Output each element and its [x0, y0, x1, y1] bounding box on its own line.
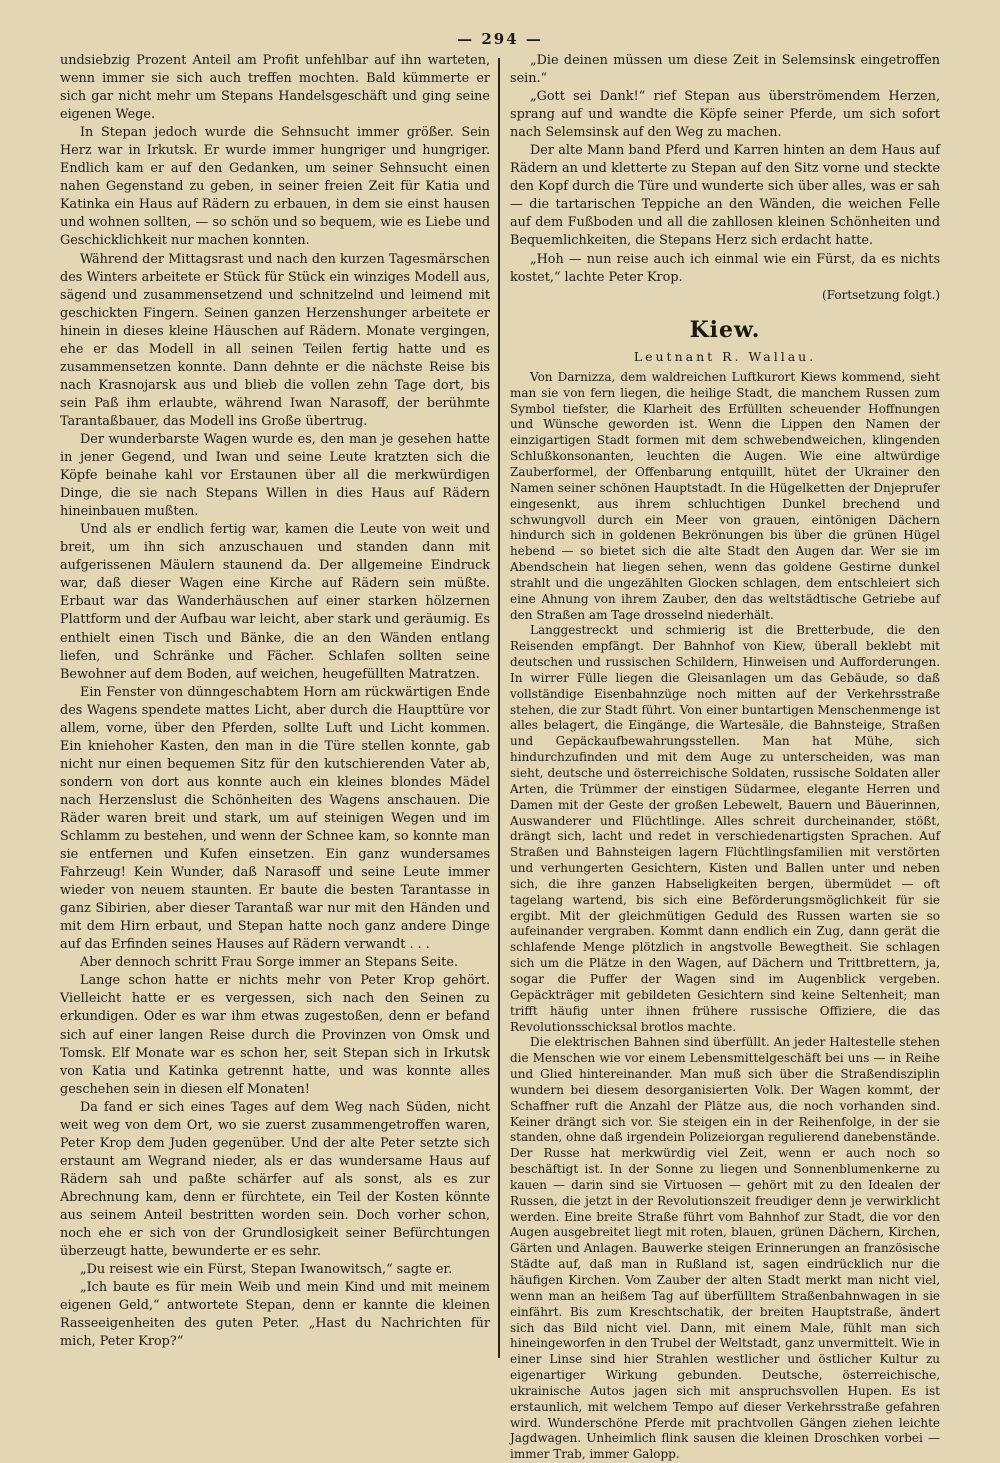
paragraph: Der alte Mann band Pferd und Karren hinten an dem Haus auf Rädern an und kletterte zu Stepan auf den Sitz vorne und steckte den Kopf durch die Türe und wunderte sich über alles, was er sah — die tartarischen Teppiche an den Wänden, die weichen Felle auf dem Fußboden und all die zahllosen kleinen Schönheiten und Bequemlichkeiten, die Stepans Herz sich erdacht hatte.: [510, 143, 941, 249]
paragraph: Von Darnizza, dem waldreichen Luftkurort Kiews kommend, sieht man sie von fern liegen, die heilige Stadt, die manchem Russen zum Symbol tiefster, die Klarheit des Erfüllten scheuender Hoffnungen und Wünsche geworden ist. Wenn die Lippen den Namen der einzigartigen Stadt formen mit dem schwebendweichen, klingenden Schlußkonsonanten, leuchten die Augen. Wie eine altwürdige Zauberformel, der Offenbarung entquillt, hütet der Ukrainer den Namen seiner schönen Hauptstadt. In die Hügelketten der Dnjeprufer eingesenkt, aus ihrem schluchtigen Dunkel brechend und schwungvoll durch ein Meer von grauen, eintönigen Dächern hindurch sich in goldenen Bekrönungen bis über die grünen Hügel hebend — so bietet sich die alte Stadt den Augen dar. Wer sie im Abendschein hat liegen sehen, wenn das goldene Gestirne dunkel strahlt und die ungezählten Glocken schlagen, dem entschleiert sich eine Ahnung von ihrem Zauber, den das weltstädtische Getriebe auf den Straßen am Tage drosselnd niederhält.: [510, 369, 941, 622]
left-column: [60, 52, 498, 1382]
paragraph: „Ich baute es für mein Weib und mein Kind und mit meinem eigenen Geld,“ antwortete Stepan, denn er kannte die kleinen Rasseeigenheiten des guten Peter. „Hast du Nachrichten für mich, Peter Krop?“: [60, 1280, 491, 1350]
article-title: Kiew.: [689, 316, 761, 343]
paragraph: Während der Mittagsrast und nach den kurzen Tagesmärschen des Winters arbeitete er Stück für Stück ein winziges Modell aus, sägend und zusammensetzend und schnitzelnd und leimend mit geschickten Fingern. Seinen ganzen Herzenshunger arbeitete er hinein in dieses kleine Häuschen auf Rädern. Monate vergingen, ehe er das Modell in all seinen Teilen fertig hatte und es zusammensetzen konnte. Dann dehnte er die nächste Reise bis nach Krasnojarsk aus und blieb die vollen zehn Tage dort, bis sein Paß ihm erlaubte, während Iwan Narasoff, der berühmte Tarantaßbauer, das Modell ins Große übertrug.: [60, 251, 491, 429]
paragraph: Ein Fenster von dünngeschabtem Horn am rückwärtigen Ende des Wagens spendete mattes Licht, aber durch die Haupttüre vor allem, vorne, über den Pferden, sollte Luft und Licht kommen. Ein kniehoher Kasten, den man in die Türe stellen konnte, gab nicht nur einen bequemen Sitz für den kutschierenden Vater ab, sondern von dort aus konnte auch ein kleines blondes Mädel nach Herzenslust die Schönheiten des Wagens anschauen. Die Räder waren breit und stark, um auf steinigen Wegen und im Schlamm zu bestehen, und wenn der Schnee kam, so konnte man sie entfernen und Kufen einsetzen. Ein ganz wundersames Fahrzeug! Kein Wunder, daß Narasoff und seine Leute immer wieder von neuem staunten. Er baute die besten Tarantasse in ganz Sibirien, aber dieser Tarantaß war nur mit den Händen und mit dem Hirn erbaut, und Stepan hatte noch ganz andere Dinge auf das Erfinden seines Hauses auf Rädern verwandt . . .: [60, 684, 491, 953]
paragraph: „Gott sei Dank!“ rief Stepan aus überströmendem Herzen, sprang auf und wandte die Köpfe seiner Pferde, um sich sofort nach Selemsinsk auf den Weg zu machen.: [510, 89, 941, 141]
article-author: Leutnant R. Wallau.: [633, 348, 817, 364]
paragraph: Langgestreckt und schmierig ist die Bretterbude, die den Reisenden empfängt. Der Bahnhof von Kiew, überall beklebt mit deutschen und russischen Schildern, Hinweisen und Aufforderungen. In wirrer Fülle liegen die Gleisanlagen um das Gebäude, so daß vollständige Eisenbahnzüge noch mitten auf der Verkehrsstraße stehen, die zur Stadt führt. Von einer buntartigen Menschenmenge ist alles belagert, die Eingänge, die Wartesäle, die Bahnsteige, Straßen und Gepäckaufbewahrungsstellen. Man hat Mühe, sich hindurchzufinden und mit dem Auge zu unterscheiden, was man sieht, deutsche und österreichische Soldaten, russische Soldaten aller Arten, die Trümmer der einstigen Südarmee, elegante Herren und Damen mit der Geste der großen Lebewelt, Bauern und Bäuerinnen, Auswanderer und Flüchtlinge. Alles schreit durcheinander, stößt, drängt sich, lacht und redet in verschiedenartigsten Sprachen. Auf Straßen und Bahnsteigen lagern Flüchtlingsfamilien mit verstörten und verhungerten Gesichtern, Kisten und Ballen unter und neben sich, die ihre ganzen Habseligkeiten bergen, übermüdet — oft tagelang wartend, bis sich eine Beförderungsmöglichkeit für sie ergibt. Mit der gleichmütigen Geduld des Russen warten sie so aufeinander vergraben. Kommt dann endlich ein Zug, dann gerät die schlafende Menge plötzlich in angstvolle Bewegtheit. Sie schlagen sich um die Plätze in den Wagen, auf Dächern und Trittbrettern, ja, sogar die Puffer der Wagen sind im Augenblick vergeben. Gepäckträger mit gebildeten Gesichtern sind keine Seltenheit; man trifft häufig unter ihnen frühere russische Offiziere, die das Revolutionsschicksal brotlos machte.: [510, 623, 941, 1034]
paragraph: In Stepan jedoch wurde die Sehnsucht immer größer. Sein Herz war in Irkutsk. Er wurde immer hungriger und hungriger. Endlich kam er auf den Gedanken, um seiner Sehnsucht einen nahen Gegenstand zu geben, in seiner freien Zeit für Katia und Katinka ein Haus auf Rädern zu erbauen, in dem sie einst hausen und wohnen sollten, — so schön und so bequem, wie es Liebe und Geschicklichkeit nur machen konnten.: [60, 125, 491, 249]
article-body: [510, 370, 940, 1463]
paragraph: „Die deinen müssen um diese Zeit in Selemsinsk eingetroffen sein.“: [510, 53, 941, 87]
continuation-note: (Fortsetzung folgt.): [822, 287, 941, 302]
paragraph: Lange schon hatte er nichts mehr von Peter Krop gehört. Vielleicht hatte er es vergessen, sich nach den Seinen zu erkundigen. Oder es war ihm etwas zugestoßen, denn er befand sich auf einer langen Reise durch die Provinzen von Omsk und Tomsk. Elf Monate war es schon her, seit Stepan sich in Irkutsk von Katia und Katinka getrennt hatte, und was konnte alles geschehen sein in diesen elf Monaten!: [60, 973, 491, 1097]
right-column: [500, 52, 941, 1462]
paragraph: Und als er endlich fertig war, kamen die Leute von weit und breit, um ihn sich anzuschauen und standen dann mit aufgerissenen Mäulern staunend da. Der allgemeine Eindruck war, daß dieser Wagen eine Kirche auf Rädern sein müßte. Erbaut war das Wanderhäuschen auf einer starken hölzernen Plattform und der Aufbau war leicht, aber stark und geräumig. Es enthielt einen Tisch und Bänke, die an den Wänden entlang liefen, und Schränke und Fächer. Schlafen sollten seine Bewohner auf dem Boden, auf weichen, heugefüllten Matratzen.: [60, 522, 491, 682]
paragraph: Die elektrischen Bahnen sind überfüllt. An jeder Haltestelle stehen die Menschen wie vor einem Lebensmittelgeschäft bei uns — in Reihe und Glied hintereinander. Man muß sich über die Straßendisziplin wundern bei diesem desorganisierten Volk. Der Wagen kommt, der Schaffner ruft die Anzahl der Plätze aus, die noch vorhanden sind. Keiner drängt sich vor. Sie steigen ein in der Reihenfolge, in der sie standen, ohne daß irgendein Polizeiorgan regulierend danebenstände. Der Russe hat merkwürdig viel Zeit, wenn er auch noch so beschäftigt ist. In der Sonne zu liegen und Sonnenblumenkerne zu kauen — darin sind sie Virtuosen — gehört mit zu den Idealen der Russen, die jetzt in der Revolutionszeit freudiger denn je verwirklicht werden. Eine breite Straße führt vom Bahnhof zur Stadt, die vor den Augen ausgebreitet liegt mit roten, blauen, grünen Dächern, Kirchen, Gärten und Anlagen. Bauwerke steigen Erinnerungen an französische Städte auf, daß man in Rußland ist, sagen eindrücklich nur die häufigen Kirchen. Vom Zauber der alten Stadt merkt man nicht viel, wenn man an heißem Tag auf überfülltem Straßenbahnwagen in sie einfährt. Bis zum Kreschtschatik, der breiten Hauptstraße, ändert sich das Bild nicht viel. Dann, mit einem Male, fühlt man sich hineingeworfen in den Trubel der Weltstadt, ganz unvermittelt. Wie in einer Linse sind hier Strahlen westlicher und östlicher Kultur zu eigenartiger Wirkung gebunden. Deutsche, österreichische, ukrainische Autos jagen sich mit anspruchsvollen Hupen. Es ist erstaunlich, mit welchem Tempo auf dieser Verkehrsstraße gefahren wird. Wunderschöne Pferde mit prachtvollen Gängen ziehen leichte Jagdwagen. Unheimlich flink sausen die kleinen Droschken vorbei — immer Trab, immer Galopp.: [510, 1035, 941, 1462]
paragraph: Da fand er sich eines Tages auf dem Weg nach Süden, nicht weit weg von dem Ort, wo sie zuerst zusammengetroffen waren, Peter Krop dem Juden gegenüber. Und der alte Peter setzte sich erstaunt am Wegrand nieder, als er das wundersame Haus auf Rädern sah und paßte schärfer auf als sonst, als es zur Abrechnung kam, denn er fürchtete, ein Teil der Kosten könnte aus seinem Anteil bestritten worden sein. Doch vorher schon, noch ehe er sich von der Grundlosigkeit seiner Befürchtungen überzeugt hatte, bewunderte er es sehr.: [60, 1099, 491, 1260]
paragraph: Der wunderbarste Wagen wurde es, den man je gesehen hatte in jener Gegend, und Iwan und seine Leute kratzten sich die Köpfe beinahe kahl vor Erstaunen über all die merkwürdigen Dinge, die sie nach Stepans Willen in dies Haus auf Rädern hineinbauen mußten.: [60, 431, 491, 520]
paragraph: „Hoh — nun reise auch ich einmal wie ein Fürst, da es nichts kostet,“ lachte Peter Krop.: [510, 251, 941, 285]
two-column-layout: [60, 52, 941, 1462]
paragraph: „Du reisest wie ein Fürst, Stepan Iwanowitsch,“ sagte er.: [80, 1262, 453, 1278]
page-number: — 294 —: [457, 30, 543, 48]
paragraph: undsiebzig Prozent Anteil am Profit unfehlbar auf ihn warteten, wenn immer sie sich auch treffen mochten. Bald kümmerte er sich gar nicht mehr um Stepans Handelsgeschäft und ging seine eigenen Wege.: [60, 53, 491, 123]
paragraph: Aber dennoch schritt Frau Sorge immer an Stepans Seite.: [80, 955, 458, 971]
